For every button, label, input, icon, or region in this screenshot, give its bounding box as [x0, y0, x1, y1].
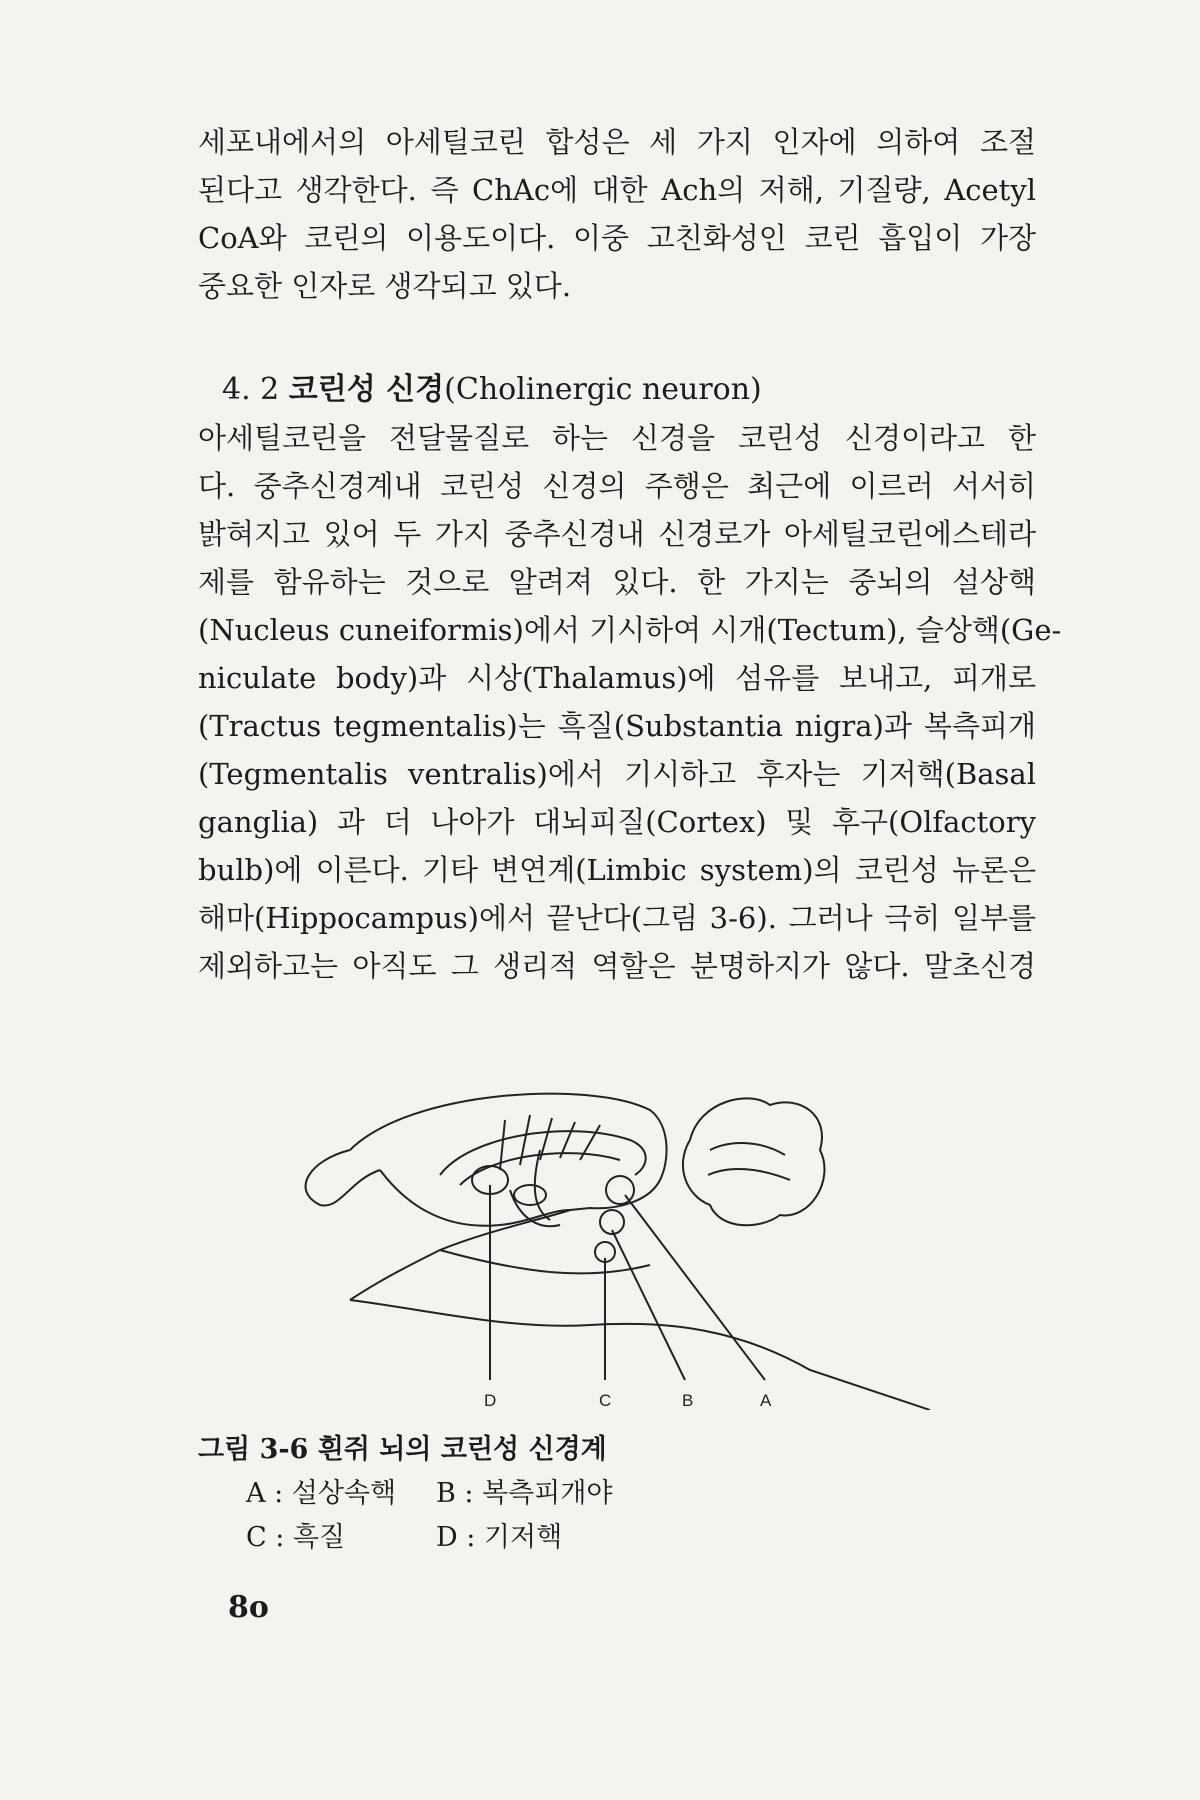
text-line: bulb)에 이른다. 기타 변연계(Limbic system)의 코린성 뉴론은	[198, 853, 1036, 887]
legend-item-c: C : 흑질	[246, 1522, 346, 1553]
midline-nucleus-mark	[514, 1185, 546, 1205]
section-title-english: (Cholinergic neuron)	[444, 372, 762, 407]
section-title-korean: 코린성 신경	[288, 372, 445, 407]
figure-label-a: A	[760, 1391, 772, 1410]
text-line: 제를 함유하는 것으로 알려져 있다. 한 가지는 중뇌의 설상핵	[198, 565, 1036, 599]
paragraph-cholinergic-neuron	[198, 414, 1062, 990]
text-line: (Nucleus cuneiformis)에서 기시하여 시개(Tectum), 슬상핵(Ge-	[198, 613, 1062, 647]
paragraph-choline-synthesis	[198, 118, 1036, 310]
text-line: 세포내에서의 아세틸코린 합성은 세 가지 인자에 의하여 조절	[198, 125, 1036, 159]
leader-line-b	[612, 1230, 685, 1380]
figure-label-b: B	[682, 1391, 694, 1410]
text-line: 중요한 인자로 생각되고 있다.	[198, 269, 572, 303]
cerebellum-outline	[683, 1098, 825, 1225]
brainstem-outline	[350, 1300, 930, 1410]
section-number: 4. 2	[222, 372, 280, 407]
figure-label-c: C	[599, 1391, 612, 1410]
figure-caption	[198, 1428, 626, 1560]
text-line: niculate body)과 시상(Thalamus)에 섬유를 보내고, 피개로	[198, 661, 1036, 695]
legend-item-d: D : 기저핵	[436, 1522, 563, 1553]
text-line: 해마(Hippocampus)에서 끝난다(그림 3-6). 그러나 극히 일부를	[198, 901, 1036, 935]
text-line: 밝혀지고 있어 두 가지 중추신경내 신경로가 아세틸코린에스테라	[198, 517, 1036, 551]
text-line: (Tegmentalis ventralis)에서 기시하고 후자는 기저핵(Basal	[198, 757, 1036, 791]
legend-item-a: A : 설상속핵	[246, 1478, 397, 1509]
cerebrum-outline	[350, 1094, 667, 1300]
figure-label-d: D	[484, 1391, 497, 1410]
text-line: CoA와 코린의 이용도이다. 이중 고친화성인 코린 흡입이 가장	[198, 221, 1036, 255]
text-line: 아세틸코린을 전달물질로 하는 신경을 코린성 신경이라고 한	[198, 421, 1036, 455]
text-line: 된다고 생각한다. 즉 ChAc에 대한 Ach의 저해, 기질량, Acetyl	[198, 173, 1036, 207]
caption-legend-row	[246, 1472, 626, 1516]
leader-line-a	[625, 1195, 765, 1380]
page-number: 8o	[228, 1590, 269, 1625]
caption-title: 그림 3-6 흰쥐 뇌의 코린성 신경계	[198, 1434, 607, 1465]
brainstem-lower	[440, 1250, 650, 1273]
text-line: 제외하고는 아직도 그 생리적 역할은 분명하지가 않다. 말초신경	[198, 949, 1036, 983]
rat-brain-cholinergic-diagram	[290, 1080, 930, 1410]
text-line: ganglia) 과 더 나아가 대뇌피질(Cortex) 및 후구(Olfactory	[198, 805, 1036, 839]
text-line: (Tractus tegmentalis)는 흑질(Substantia nigra)과 복측피개	[198, 709, 1036, 743]
legend-item-b: B : 복측피개야	[436, 1478, 613, 1509]
text-line: 다. 중추신경계내 코린성 신경의 주행은 최근에 이르러 서서히	[198, 469, 1036, 503]
caption-legend-row	[246, 1516, 626, 1560]
section-heading	[222, 366, 762, 414]
olfactory-bulb-outline	[306, 1150, 380, 1206]
